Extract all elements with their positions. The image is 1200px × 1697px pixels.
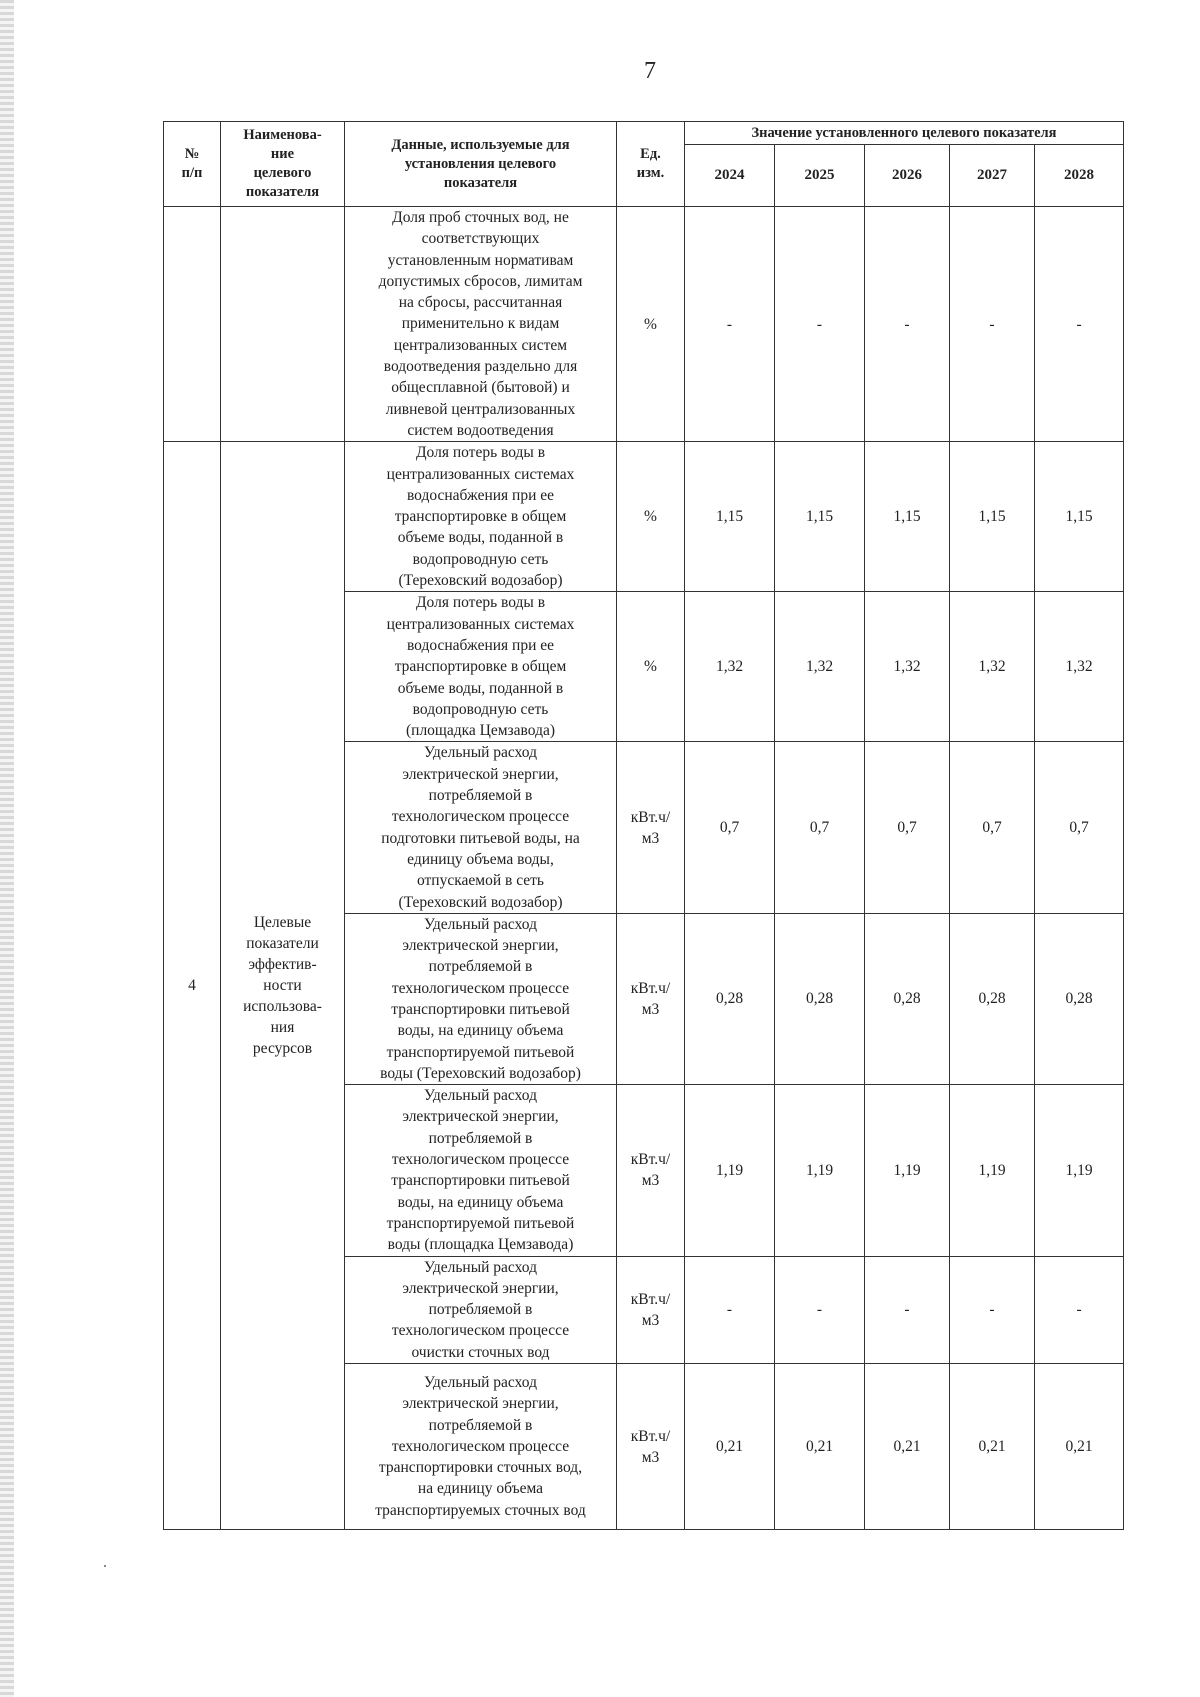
indicator-description: Доля потерь воды в централизованных системах водоснабжения при ее транспортировке в общем объеме воды, поданной в водопроводную сеть (Тереховский водозабор) — [345, 442, 617, 592]
value-cell: 1,19 — [865, 1085, 950, 1256]
table-row — [164, 207, 1124, 442]
value-cell: - — [685, 207, 775, 442]
value-cell: - — [950, 1256, 1035, 1363]
indicator-description: Удельный расход электрической энергии, потребляемой в технологическом процессе очистки сточных вод — [345, 1256, 617, 1363]
value-cell: 0,21 — [1035, 1364, 1124, 1530]
row-num-empty — [164, 207, 221, 442]
value-cell: 0,7 — [685, 742, 775, 913]
header-num: № п/п — [164, 122, 221, 207]
table-row — [164, 442, 1124, 592]
target-indicators-table — [163, 121, 1124, 1530]
value-cell: 0,7 — [865, 742, 950, 913]
value-cell: 0,28 — [865, 913, 950, 1084]
indicator-description: Удельный расход электрической энергии, потребляемой в технологическом процессе транспортировки питьевой воды, на единицу объема транспортируемой питьевой воды (Тереховский водозабор) — [345, 913, 617, 1084]
value-cell: 1,19 — [685, 1085, 775, 1256]
value-cell: - — [865, 1256, 950, 1363]
value-cell: 1,32 — [685, 592, 775, 742]
indicator-unit: кВт.ч/ м3 — [617, 913, 685, 1084]
value-cell: 1,19 — [950, 1085, 1035, 1256]
header-unit: Ед. изм. — [617, 122, 685, 207]
header-year: 2024 — [685, 145, 775, 207]
value-cell: 1,32 — [950, 592, 1035, 742]
value-cell: 1,32 — [775, 592, 865, 742]
value-cell: 0,21 — [685, 1364, 775, 1530]
value-cell: - — [685, 1256, 775, 1363]
value-cell: 1,15 — [865, 442, 950, 592]
group-number: 4 — [164, 442, 221, 1530]
indicator-unit: кВт.ч/ м3 — [617, 1085, 685, 1256]
indicator-description: Доля проб сточных вод, не соответствующих установленным нормативам допустимых сбросов, лимитам на сбросы, рассчитанная применительно к видам централизованных систем водоотведения раздельно для общесплавной (бытовой) и ливневой централизованных систем водоотведения — [345, 207, 617, 442]
indicator-description: Доля потерь воды в централизованных системах водоснабжения при ее транспортировке в общем объеме воды, поданной в водопроводную сеть (площадка Цемзавода) — [345, 592, 617, 742]
header-value-group: Значение установленного целевого показателя — [685, 122, 1124, 145]
value-cell: 0,7 — [1035, 742, 1124, 913]
value-cell: 1,15 — [950, 442, 1035, 592]
indicator-unit: % — [617, 592, 685, 742]
group-name: Целевые показатели эффектив- ности использова- ния ресурсов — [221, 442, 345, 1530]
header-data: Данные, используемые для установления целевого показателя — [345, 122, 617, 207]
value-cell: 0,21 — [865, 1364, 950, 1530]
value-cell: 0,28 — [950, 913, 1035, 1084]
value-cell: - — [950, 207, 1035, 442]
row-name-empty — [221, 207, 345, 442]
value-cell: 1,15 — [775, 442, 865, 592]
value-cell: 1,15 — [1035, 442, 1124, 592]
value-cell: 1,32 — [1035, 592, 1124, 742]
header-year: 2027 — [950, 145, 1035, 207]
header-year: 2028 — [1035, 145, 1124, 207]
indicator-unit: кВт.ч/ м3 — [617, 1364, 685, 1530]
indicator-description: Удельный расход электрической энергии, потребляемой в технологическом процессе транспортировки питьевой воды, на единицу объема транспортируемой питьевой воды (площадка Цемзавода) — [345, 1085, 617, 1256]
indicator-unit: кВт.ч/ м3 — [617, 1256, 685, 1363]
indicator-description: Удельный расход электрической энергии, потребляемой в технологическом процессе подготовки питьевой воды, на единицу объема воды, отпускаемой в сеть (Тереховский водозабор) — [345, 742, 617, 913]
value-cell: 0,7 — [775, 742, 865, 913]
value-cell: - — [775, 207, 865, 442]
indicator-unit: % — [617, 442, 685, 592]
value-cell: 0,21 — [950, 1364, 1035, 1530]
value-cell: - — [775, 1256, 865, 1363]
value-cell: 1,32 — [865, 592, 950, 742]
value-cell: 0,28 — [685, 913, 775, 1084]
value-cell: 0,21 — [775, 1364, 865, 1530]
indicator-description: Удельный расход электрической энергии, потребляемой в технологическом процессе транспортировки сточных вод, на единицу объема транспортируемых сточных вод — [345, 1364, 617, 1530]
value-cell: 1,19 — [775, 1085, 865, 1256]
header-year: 2025 — [775, 145, 865, 207]
header-name: Наименова- ние целевого показателя — [221, 122, 345, 207]
value-cell: - — [1035, 1256, 1124, 1363]
scan-speck — [104, 1565, 106, 1567]
page-number: 7 — [644, 58, 656, 84]
value-cell: - — [1035, 207, 1124, 442]
header-year: 2026 — [865, 145, 950, 207]
value-cell: 0,7 — [950, 742, 1035, 913]
indicator-unit: кВт.ч/ м3 — [617, 742, 685, 913]
value-cell: - — [865, 207, 950, 442]
value-cell: 0,28 — [775, 913, 865, 1084]
value-cell: 1,19 — [1035, 1085, 1124, 1256]
indicator-unit: % — [617, 207, 685, 442]
value-cell: 1,15 — [685, 442, 775, 592]
value-cell: 0,28 — [1035, 913, 1124, 1084]
scan-edge — [0, 0, 14, 1697]
